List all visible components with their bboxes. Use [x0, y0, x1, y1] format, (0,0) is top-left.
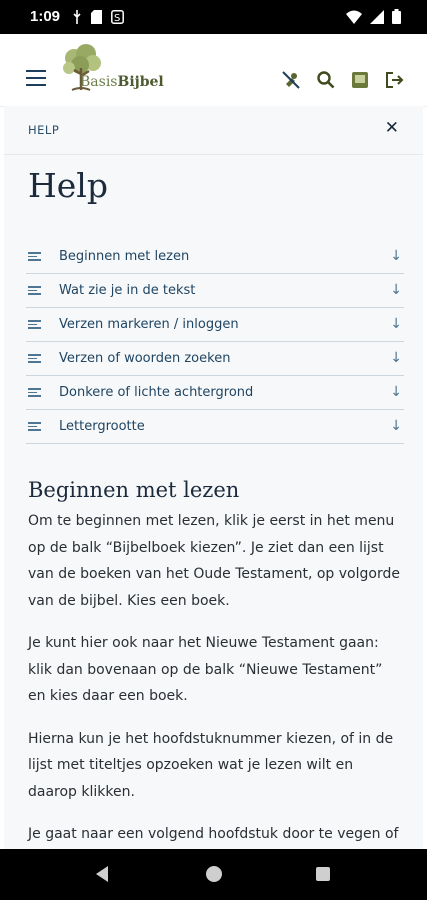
sd-card-icon	[91, 10, 102, 24]
book-icon[interactable]	[351, 71, 369, 89]
toc-item-verzen-markeren[interactable]	[26, 308, 404, 342]
section-paragraph: Je kunt hier ook naar het Nieuwe Testament gaan: klik dan bovenaan op de balk “Nieuwe Testament” en kies daar een boek.	[28, 635, 383, 704]
status-system-icons	[346, 9, 401, 24]
paragraph-icon	[28, 386, 41, 399]
app-bar-actions	[281, 70, 405, 90]
paragraph-icon	[28, 420, 41, 433]
status-time: 1:09	[30, 8, 61, 25]
help-table-of-contents	[26, 240, 404, 444]
paragraph-icon	[28, 318, 41, 331]
basisbijbel-logo[interactable]	[60, 44, 170, 100]
recent-apps-icon[interactable]	[316, 867, 330, 881]
toc-item-label: Verzen markeren / inloggen	[59, 317, 239, 332]
section-title: Beginnen met lezen	[28, 478, 240, 502]
svg-text:S: S	[114, 13, 121, 24]
arrow-down-icon: ↓	[390, 248, 402, 264]
menu-icon[interactable]	[26, 70, 46, 86]
close-icon[interactable]: ✕	[384, 118, 399, 138]
arrow-down-icon: ↓	[390, 316, 402, 332]
arrow-down-icon: ↓	[390, 384, 402, 400]
help-panel	[4, 106, 423, 849]
toc-item-label: Lettergrootte	[59, 419, 145, 434]
status-notification-icons	[72, 10, 124, 24]
toc-item-lettergrootte[interactable]	[26, 410, 404, 444]
home-icon[interactable]	[206, 866, 222, 882]
toc-item-label: Verzen of woorden zoeken	[59, 351, 231, 366]
help-panel-header	[4, 106, 423, 155]
arrow-down-icon: ↓	[390, 282, 402, 298]
paragraph-icon	[28, 352, 41, 365]
s-app-icon	[111, 10, 124, 24]
arrow-down-icon: ↓	[390, 418, 402, 434]
system-navigation-bar	[0, 849, 427, 900]
toc-item-label: Beginnen met lezen	[59, 249, 190, 264]
toc-item-achtergrond[interactable]	[26, 376, 404, 410]
help-section-beginnen	[28, 478, 400, 849]
back-icon[interactable]	[96, 866, 108, 882]
logout-icon[interactable]	[385, 71, 405, 89]
signal-icon	[370, 10, 384, 24]
page-title: Help	[28, 166, 108, 205]
toc-item-beginnen-met-lezen[interactable]	[26, 240, 404, 274]
wifi-icon	[346, 10, 362, 24]
section-paragraph: Hierna kun je het hoofdstuknummer kiezen, of in de lijst met titeltjes opzoeken wat je lezen wilt en daarop klikken.	[28, 730, 394, 800]
app-screen	[0, 34, 427, 849]
app-bar	[0, 34, 427, 107]
section-paragraph: Om te beginnen met lezen, klik je eerst in het menu op de balk “Bijbelboek kiezen”. Je ziet dan een lijst van de boeken van het Oude Testament, op volgorde van de bijbel. Kies een boek.	[28, 513, 400, 609]
paragraph-icon	[28, 250, 41, 263]
toc-item-wat-zie-je[interactable]	[26, 274, 404, 308]
status-bar	[0, 0, 427, 34]
section-paragraph: Je gaat naar een volgend hoofdstuk door te vegen of	[28, 826, 399, 842]
logo-text: BasisBijbel	[80, 74, 164, 90]
paragraph-icon	[28, 284, 41, 297]
battery-icon	[392, 9, 401, 24]
toc-item-label: Wat zie je in de tekst	[59, 283, 196, 298]
usb-icon	[72, 10, 82, 24]
breadcrumb: HELP	[28, 123, 60, 137]
search-icon[interactable]	[317, 71, 335, 89]
highlighter-off-icon[interactable]	[281, 70, 301, 90]
arrow-down-icon: ↓	[390, 350, 402, 366]
toc-item-verzen-zoeken[interactable]	[26, 342, 404, 376]
toc-item-label: Donkere of lichte achtergrond	[59, 385, 254, 400]
